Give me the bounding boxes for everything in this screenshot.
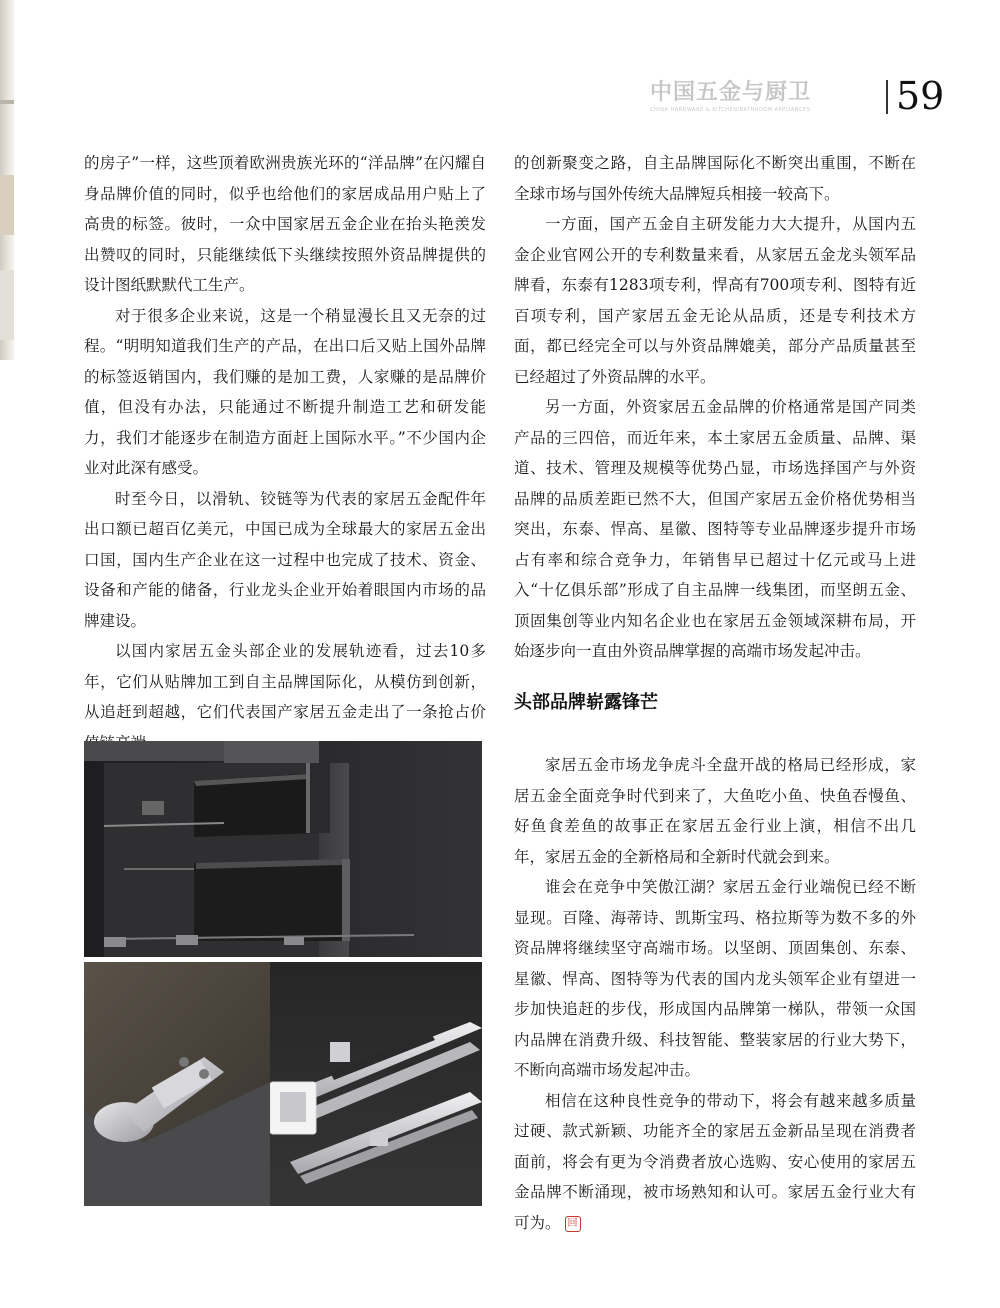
drawer-slide-rails-photo bbox=[270, 962, 482, 1206]
right-paragraph-1: 的创新聚变之路，自主品牌国际化不断突出重围，不断在全球市场与国外传统大品牌短兵相接一较高下。 bbox=[514, 154, 916, 203]
left-paragraph-3: 时至今日，以滑轨、铰链等为代表的家居五金配件年出口额已超百亿美元，中国已成为全球最大的家居五金出口国，国内生产企业在这一过程中也完成了技术、资金、设备和产能的储备，行业龙头企业开始着眼国内市场的品牌建设。 bbox=[84, 489, 486, 630]
left-edge-photo-strip bbox=[0, 0, 14, 360]
right-column bbox=[514, 148, 916, 667]
magazine-masthead bbox=[650, 80, 850, 120]
drawer-cabinet-photo bbox=[84, 741, 482, 957]
right-paragraph-3: 另一方面，外资家居五金品牌的价格通常是国产同类产品的三四倍，而近年来，本土家居五金质量、品牌、渠道、技术、管理及规模等优势凸显，市场选择国产与外资品牌的品质差距已然不大，但国产家居五金价格优势相当突出，东泰、悍高、星徽、图特等专业品牌逐步提升市场占有率和综合竞争力，年销售早已超过十亿元或马上进入“十亿俱乐部”形成了自主品牌一线集团，而坚朗五金、顶固集创等业内知名企业也在家居五金领域深耕布局，开始逐步向一直由外资品牌掌握的高端市场发起冲击。 bbox=[514, 398, 916, 660]
header-divider bbox=[886, 80, 888, 114]
left-paragraph-4: 以国内家居五金头部企业的发展轨迹看，过去10多年，它们从贴牌加工到自主品牌国际化，从模仿到创新，从追赶到超越，它们代表国产家居五金走出了一条抢占价 bbox=[84, 642, 486, 721]
left-column bbox=[84, 148, 486, 758]
right-paragraph-2: 一方面，国产五金自主研发能力大大提升，从国内五金企业官网公开的专利数量来看，从家居五金龙头领军品牌看，东泰有1283项专利，悍高有700项专利、图特有近百项专利，国产家居五金无论从品质，还是专利技术方面，都已经完全可以与外资品牌媲美，部分产品质量甚至已经超过了外资品牌的水平。 bbox=[514, 215, 916, 386]
cabinet-hinge-photo bbox=[84, 962, 270, 1206]
magazine-name: 中国五金与厨卫 bbox=[650, 80, 812, 105]
page-number: 59 bbox=[896, 74, 945, 118]
section-heading: 头部品牌崭露锋芒 bbox=[514, 692, 658, 713]
magazine-subtitle: CHINA HARDWARE & KITCHEN/BATHROOM APPLIANCES bbox=[650, 107, 811, 113]
left-paragraph-1: 的房子”一样，这些顶着欧洲贵族光环的“洋品牌”在闪耀自身品牌价值的同时，似乎也给他们的家居成品用户贴上了高贵的标签。彼时，一众中国家居五金企业在抬头艳羡发出赞叹的同时，只能继续低下头继续按照外资品牌提供的设计图纸默默代工生产。 bbox=[84, 154, 486, 294]
end-of-article-icon: 回 bbox=[565, 1216, 581, 1232]
section-body bbox=[514, 750, 916, 1238]
section-paragraph-3-text: 相信在这种良性竞争的带动下，将会有越来越多质量过硬、款式新颖、功能齐全的家居五金新品呈现在消费者面前，将会有更为令消费者放心选购、安心使用的家居五金品牌不断涌现，被市场熟知和认可。家居五金行业大有可为。 bbox=[514, 1091, 916, 1232]
left-paragraph-2: 对于很多企业来说，这是一个稍显漫长且又无奈的过程。“明明知道我们生产的产品，在出口后又贴上国外品牌的标签返销国内，我们赚的是加工费，人家赚的是品牌价值，但没有办法，只能通过不断提升制造工艺和研发能力，我们才能逐步在制造方面赶上国际水平。”不少国内企业对此深有感受。 bbox=[84, 306, 486, 477]
section-paragraph-2: 谁会在竞争中笑傲江湖？家居五金行业端倪已经不断显现。百隆、海蒂诗、凯斯宝玛、格拉斯等为数不多的外资品牌将继续坚守高端市场。以坚朗、顶固集创、东泰、星徽、悍高、图特等为代表的国内龙头领军企业有望进一步加快追赶的步伐，形成国内品牌第一梯队，带领一众国内品牌在消费升级、科技智能、整装家居的行业大势下，不断向高端市场发起冲击。 bbox=[514, 878, 916, 1079]
section-paragraph-3 bbox=[514, 1086, 916, 1239]
section-paragraph-1: 家居五金市场龙争虎斗全盘开战的格局已经形成，家居五金全面竞争时代到来了，大鱼吃小鱼、快鱼吞慢鱼、好鱼食差鱼的故事正在家居五金行业上演，相信不出几年，家居五金的全新格局和全新时代就会到来。 bbox=[514, 756, 916, 866]
